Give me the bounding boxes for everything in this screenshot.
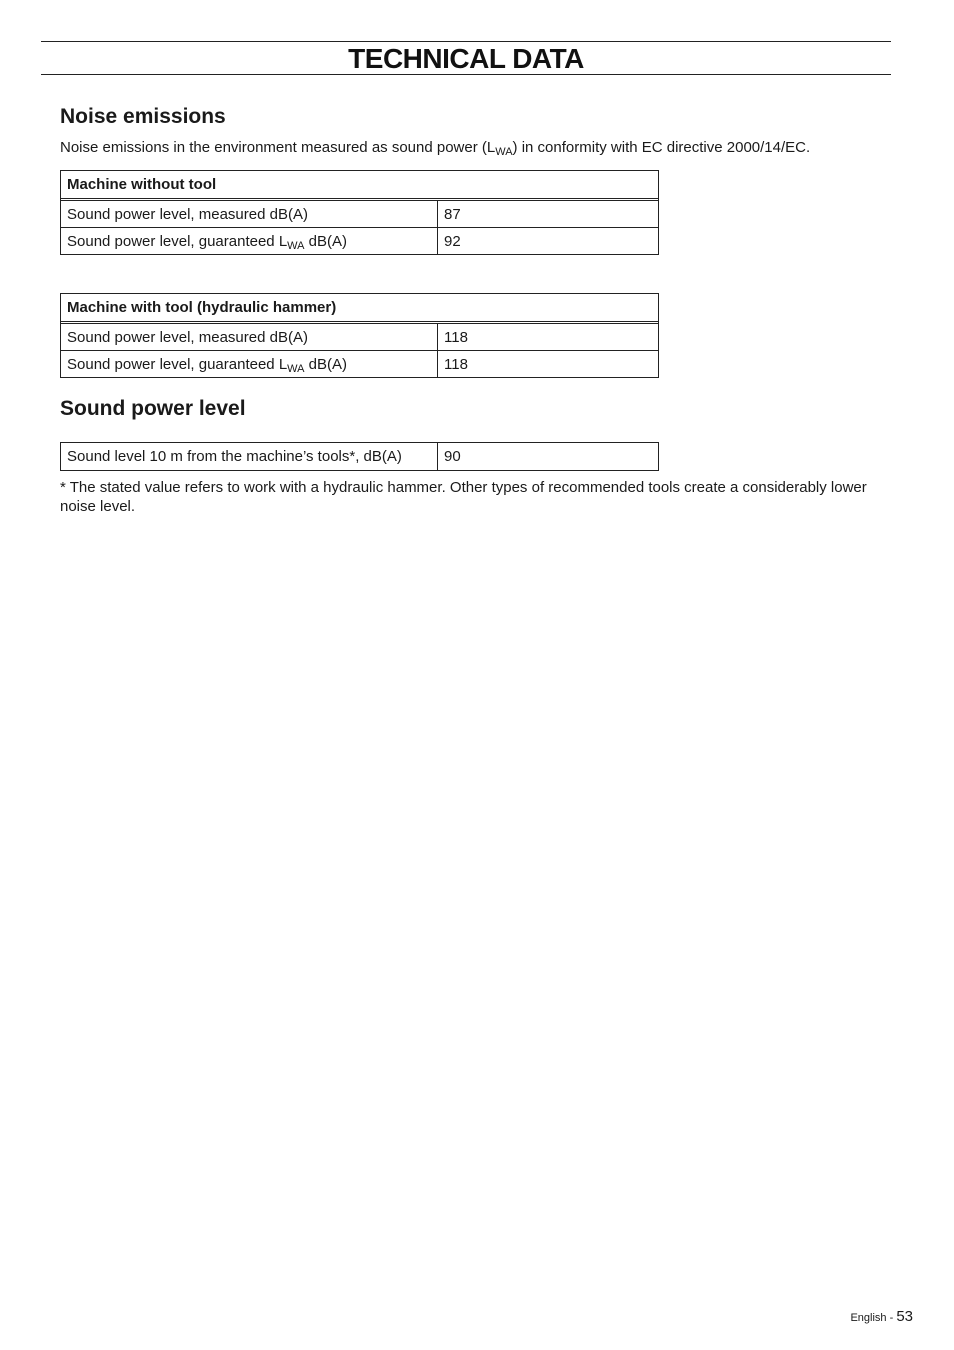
noise-emissions-intro: [60, 138, 810, 157]
row-label: Sound level 10 m from the machine’s tools*, dB(A): [67, 448, 402, 465]
label-subscript: WA: [287, 362, 305, 375]
intro-text-before: Noise emissions in the environment measured as sound power (L: [60, 139, 496, 156]
row-value: 87: [437, 201, 658, 227]
label-text: Sound power level, measured dB(A): [67, 205, 308, 223]
footnote: * The stated value refers to work with a hydraulic hammer. Other types of recommended tools create a considerably lower noise level.: [60, 479, 867, 515]
row-value: 118: [437, 350, 658, 377]
table-header: Machine without tool: [61, 171, 658, 201]
table-row: [61, 201, 658, 227]
intro-subscript: WA: [495, 146, 513, 158]
table-header: Machine with tool (hydraulic hammer): [61, 294, 658, 324]
table-machine-with-tool: [60, 293, 659, 378]
sound-power-level-heading: Sound power level: [60, 397, 246, 420]
label-subscript: WA: [287, 239, 305, 252]
footer-language: English -: [850, 1312, 897, 1324]
header-band: [41, 41, 891, 75]
row-value: 118: [437, 324, 658, 350]
row-value: 92: [437, 227, 658, 254]
row-label: [61, 350, 437, 377]
table-sound-level: [60, 442, 659, 471]
label-text: Sound power level, guaranteed L: [67, 232, 288, 250]
label-suffix: dB(A): [304, 232, 347, 250]
row-label: [61, 227, 437, 254]
noise-emissions-heading: Noise emissions: [60, 105, 226, 128]
table-row: [61, 350, 658, 377]
label-text: Sound power level, measured dB(A): [67, 328, 308, 346]
row-label: [61, 324, 437, 350]
page-title: TECHNICAL DATA: [348, 43, 584, 74]
table-machine-without-tool: [60, 170, 659, 255]
intro-text-after: ) in conformity with EC directive 2000/14/EC.: [512, 139, 811, 156]
page-number: 53: [896, 1308, 913, 1325]
row-label: [61, 201, 437, 227]
row-value: 90: [437, 443, 658, 470]
table-row: [61, 227, 658, 254]
label-suffix: dB(A): [304, 355, 347, 373]
label-text: Sound power level, guaranteed L: [67, 355, 288, 373]
table-row: [61, 324, 658, 350]
page-footer: [850, 1308, 913, 1325]
table-row: [61, 443, 658, 470]
